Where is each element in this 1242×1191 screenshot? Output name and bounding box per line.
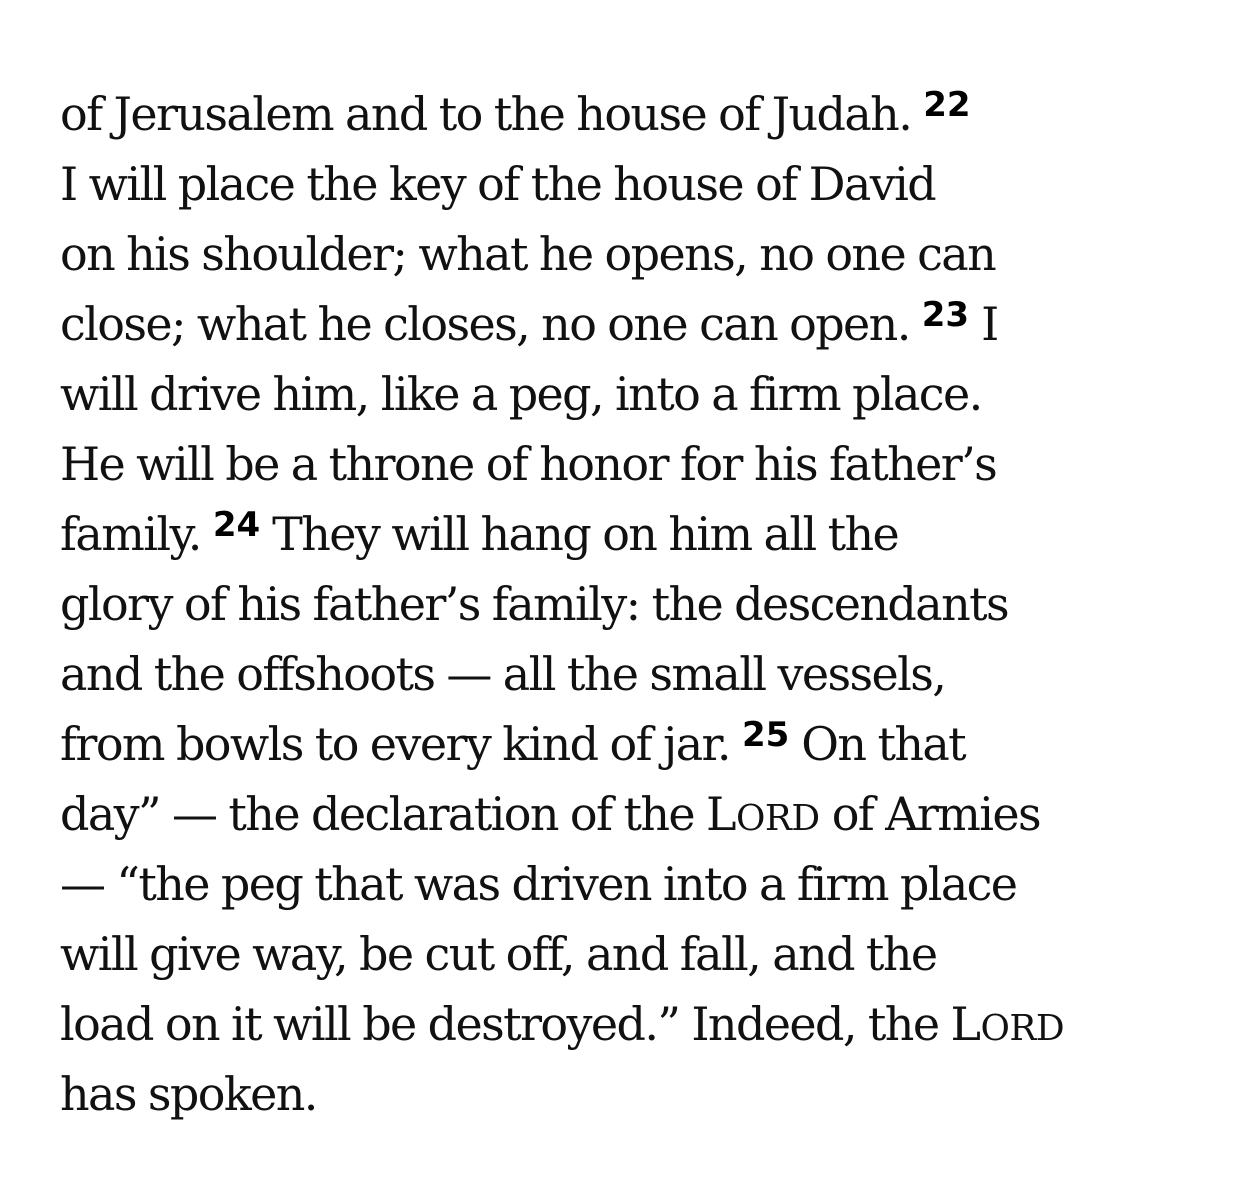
passage-text: — “the peg that was driven into a firm place — [60, 857, 1017, 911]
divine-name-small-caps: LORD — [706, 787, 820, 841]
passage-text: day” — the declaration of the — [60, 787, 706, 841]
passage-text: close; what he closes, no one can open. — [60, 297, 922, 351]
passage-text: has spoken. — [60, 1067, 317, 1121]
text-line — [60, 639, 1190, 709]
text-line — [60, 359, 1190, 429]
passage-text: will drive him, like a peg, into a firm place. — [60, 367, 982, 421]
verse-number: 24 — [212, 505, 261, 545]
text-line — [60, 779, 1190, 849]
text-line — [60, 989, 1190, 1059]
passage-text: He will be a throne of honor for his father’s — [60, 437, 997, 491]
passage-text: of Armies — [819, 787, 1041, 841]
text-line — [60, 79, 1190, 149]
passage-text: on his shoulder; what he opens, no one can — [60, 227, 996, 281]
passage-text: from bowls to every kind of jar. — [60, 717, 742, 771]
verse-number: 22 — [923, 85, 971, 125]
passage-text: will give way, be cut off, and fall, and the — [60, 927, 937, 981]
verse-number: 23 — [921, 295, 970, 335]
text-line — [60, 499, 1190, 569]
scripture-passage — [60, 79, 1190, 1129]
text-line — [60, 919, 1190, 989]
passage-text: I — [969, 297, 998, 351]
text-line — [60, 219, 1190, 289]
text-line — [60, 709, 1190, 779]
passage-text: and the offshoots — all the small vessels, — [60, 647, 946, 701]
passage-text: They will hang on him all the — [260, 507, 899, 561]
passage-text: load on it will be destroyed.” Indeed, the — [60, 997, 951, 1051]
passage-text: of Jerusalem and to the house of Judah. — [60, 87, 924, 141]
passage-text: On that — [789, 717, 966, 771]
verse-number: 25 — [741, 715, 790, 755]
text-line — [60, 849, 1190, 919]
passage-text: family. — [60, 507, 213, 561]
passage-text: I will place the key of the house of David — [60, 157, 936, 211]
text-line — [60, 429, 1190, 499]
divine-name-small-caps: LORD — [950, 997, 1065, 1051]
text-line — [60, 289, 1190, 359]
passage-text: glory of his father’s family: the descendants — [60, 577, 1009, 631]
text-line — [60, 149, 1190, 219]
text-line — [60, 1059, 1190, 1129]
text-line — [60, 569, 1190, 639]
